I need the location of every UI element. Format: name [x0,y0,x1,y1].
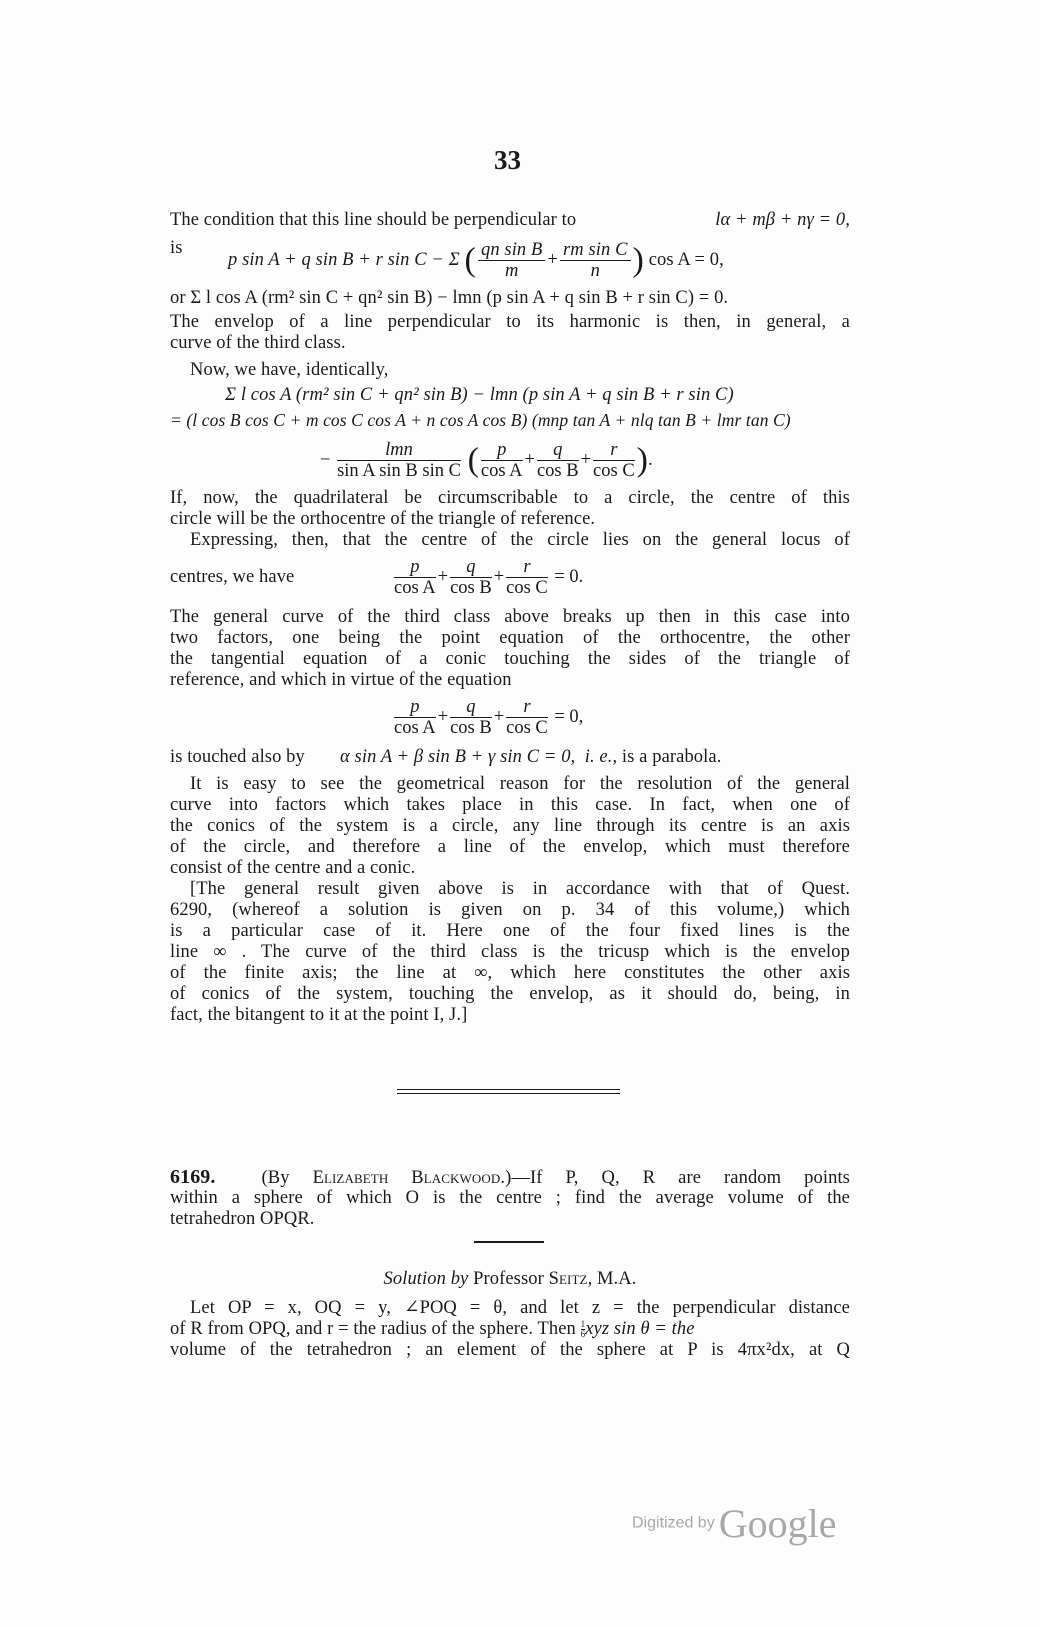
text-line: the conics of the system is a circle, any line through its centre is an axis [170,816,850,836]
author-name: Elizabeth Blackwood. [312,1168,506,1188]
fraction: $\frac{r}{\text{cos C}}$ [506,557,548,598]
text-line: reference, and which in virtue of the equation [170,670,512,690]
text-line: centres, we have [170,567,295,587]
solution-heading: Solution by Professor Seitz, M.A. [383,1269,637,1289]
text-line: circle will be the orthocentre of the triangle of reference. [170,509,596,529]
text-line: curve of the third class. [170,333,346,353]
fraction: $\frac{\text{rm sin C}}{n}$ [560,240,631,281]
fraction: $\frac{\text{qn sin B}}{m}$ [478,240,545,281]
fraction: $\frac{\text{lmn}}{\text{sin A sin B sin C}}$ [337,440,461,481]
divider-rule [397,1089,620,1090]
text-line: or Σ l cos A (rm² sin C + qn² sin B) − lmn (p sin A + q sin B + r sin C) = 0. [170,288,729,308]
text: is [170,238,183,258]
equation: Σ l cos A (rm² sin C + qn² sin B) − lmn (p sin A + q sin B + r sin C) [225,385,734,405]
fraction: $\frac{q}{\text{cos B}}$ [536,440,579,481]
author-name: Seitz [548,1269,588,1289]
question-line: 6169. (By Elizabeth Blackwood.)—If P, Q, R are random points [170,1166,850,1188]
fraction: $\frac{q}{\text{cos B}}$ [450,697,492,738]
text-line: the tangential equation of a conic touching the sides of the triangle of [170,649,850,669]
equation-line [170,410,850,431]
fraction: $\frac{p}{\text{cos A}}$ [394,697,436,738]
paren-open: ( [464,241,476,279]
question-number: 6169. [170,1166,216,1188]
text-line: The general curve of the third class above breaks up then in this case into [170,607,850,627]
text-line: two factors, one being the point equation of the orthocentre, the other [170,628,850,648]
fraction: $\frac{r}{\text{cos C}}$ [593,440,635,481]
text-line: is a particular case of it. Here one of the four fixed lines is the [170,921,850,941]
text-line: The envelop of a line perpendicular to its harmonic is then, in general, a [170,312,850,332]
divider-rule [397,1093,620,1094]
text-line: within a sphere of which O is the centre ; find the average volume of the [170,1188,850,1208]
fraction: $\frac{1}{6}$ [580,1319,586,1340]
text-line: of the finite axis; the line at ∞, which here constitutes the other axis [170,963,850,983]
text-line: volume of the tetrahedron ; an element of the sphere at P is 4πx²dx, at Q [170,1340,850,1360]
text-line: It is easy to see the geometrical reason for the resolution of the general [190,774,850,794]
equation: $\frac{p}{\text{cos A}}$ + $\frac{q}{\text{cos B}}$ + $\frac{r}{\text{cos C}}$ = 0. [394,557,584,598]
page-number: 33 [494,145,521,175]
text-line: [The general result given above is in accordance with that of Quest. [190,879,850,899]
text-line: tetrahedron OPQR. [170,1209,315,1229]
text-line: line ∞ . The curve of the third class is the tricusp which is the envelop [170,942,850,962]
text-line: consist of the centre and a conic. [170,858,416,878]
equation: cos A = 0, [648,249,724,270]
equation-line: − $\frac{\text{lmn}}{\text{sin A sin B sin C}}$ ( $\frac{p}{\text{cos A}}$ + $\frac{q}{\text{cos B}}$ + $\frac{r}{\text{cos C}}$ ). [320,440,653,481]
fraction: $\frac{r}{\text{cos C}}$ [506,697,548,738]
text-line: 6290, (whereof a solution is given on p. 34 of this volume,) which [170,900,850,920]
equation: lα + mβ + nγ = 0, [715,210,850,230]
equation: p sin A + q sin B + r sin C − Σ [228,249,460,270]
text-line: of conics of the system, touching the envelop, as it should do, being, in [170,984,850,1004]
fraction: $\frac{p}{\text{cos A}}$ [394,557,436,598]
digitized-watermark [632,1500,836,1547]
text-line: Let OP = x, OQ = y, ∠POQ = θ, and let z = the perpendicular distance [190,1298,850,1318]
text-line: of the circle, and therefore a line of the envelop, which must therefore [170,837,850,857]
text-line: Expressing, then, that the centre of the circle lies on the general locus of [190,530,850,550]
text-line [170,210,850,231]
text-line: curve into factors which takes place in this case. In fact, when one of [170,795,850,815]
text-line: Now, we have, identically, [190,360,389,380]
equation: = (l cos B cos C + m cos C cos A + n cos A cos B) (mnp tan A + nlq tan B + lmr tan C) [170,410,791,430]
text: The condition that this line should be perpendicular to [170,210,577,230]
text-line: of R from OPQ, and r = the radius of the sphere. Then $\frac{1}{6}$ xyz sin θ = the [170,1319,695,1340]
short-rule [474,1241,544,1243]
text-line: fact, the bitangent to it at the point I, J.] [170,1005,468,1025]
paren-close: ) [632,241,644,279]
equation: $\frac{p}{\text{cos A}}$ + $\frac{q}{\text{cos B}}$ + $\frac{r}{\text{cos C}}$ = 0, [394,697,584,738]
text-line: is touched also by α sin A + β sin B + γ sin C = 0, i. e., is a parabola. [170,747,722,767]
fraction: $\frac{p}{\text{cos A}}$ [480,440,523,481]
text-line: If, now, the quadrilateral be circumscribable to a circle, the centre of this [170,488,850,508]
google-logo: Google [718,1501,837,1546]
equation-line [170,385,850,406]
watermark-text: Digitized by [632,1514,715,1532]
fraction: $\frac{q}{\text{cos B}}$ [450,557,492,598]
equation-line: is p sin A + q sin B + r sin C − Σ ( $\frac{\text{qn sin B}}{m}$ + $\frac{\text{rm sin C}}{n}$ ) cos A = 0, [170,238,724,281]
